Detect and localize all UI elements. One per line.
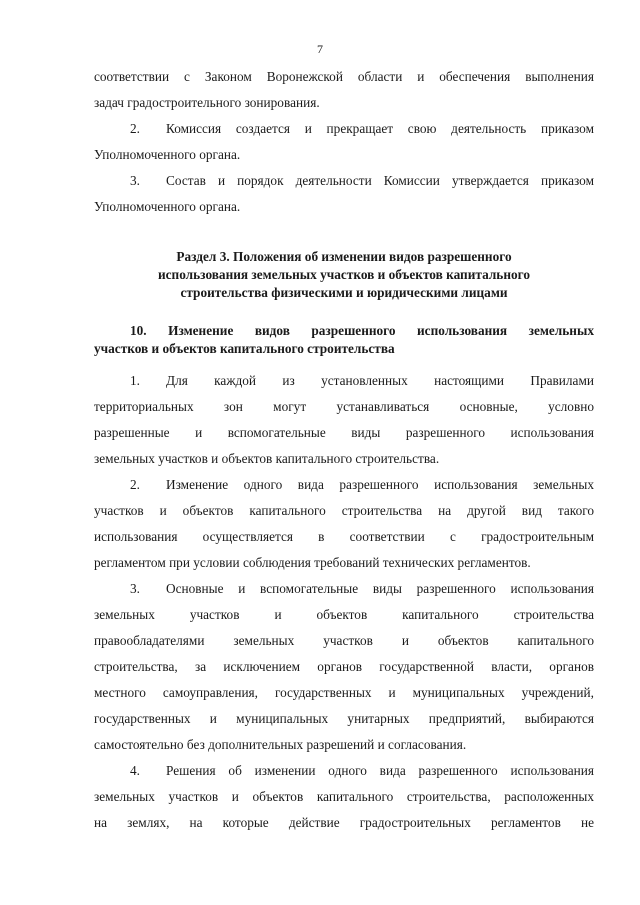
article-heading [94, 322, 594, 358]
heading-line: участков и объектов капитального строительства [94, 341, 395, 356]
paragraph-line: Уполномоченного органа. [94, 199, 241, 214]
paragraph-line: 2. Комиссия создается и прекращает свою деятельность приказом [94, 116, 594, 142]
heading-line: 10. Изменение видов разрешенного использования земельных [130, 323, 594, 338]
paragraph-line: территориальных зон могут устанавливаться основные, условно [94, 399, 594, 414]
paragraph-line: разрешенные и вспомогательные виды разрешенного использования [94, 425, 594, 440]
item-number: 1. [130, 373, 140, 388]
paragraph-line: строительства, за исключением органов государственной власти, органов [94, 659, 594, 674]
item-number: 3. [130, 581, 140, 596]
paragraph-line: земельных участков и объектов капитального строительства, расположенных [94, 789, 594, 804]
item-number: 4. [130, 763, 140, 778]
paragraph-line: местного самоуправления, государственных и муниципальных учреждений, [94, 685, 594, 700]
paragraph-line: государственных и муниципальных унитарных предприятий, выбираются [94, 711, 594, 726]
paragraph-line: 3. Состав и порядок деятельности Комиссии утверждается приказом [94, 168, 594, 194]
item-number: 2. [130, 477, 140, 492]
heading-line: Раздел 3. Положения об изменении видов разрешенного [176, 249, 512, 264]
list-item [94, 168, 594, 220]
paragraph-line: Уполномоченного органа. [94, 147, 241, 162]
paragraph-line: регламентом при условии соблюдения требований технических регламентов. [94, 555, 531, 570]
paragraph-line: правообладателями земельных участков и объектов капитального [94, 633, 594, 648]
paragraph-line: земельных участков и объектов капитального строительства [94, 607, 594, 622]
list-item [94, 758, 594, 836]
paragraph-line: 3. Основные и вспомогательные виды разрешенного использования [94, 576, 594, 602]
paragraph-line: 4. Решения об изменении одного вида разрешенного использования [94, 758, 594, 784]
intro-paragraph [94, 64, 594, 116]
list-item [94, 116, 594, 168]
paragraph-line: соответствии с Законом Воронежской области и обеспечения выполнения [94, 69, 594, 84]
page-number: 7 [317, 42, 323, 56]
paragraph-line: 1. Для каждой из установленных настоящими Правилами [94, 368, 594, 394]
paragraph-line: задач градостроительного зонирования. [94, 95, 320, 110]
paragraph-line: на землях, на которые действие градостроительных регламентов не [94, 815, 594, 830]
paragraph-line: участков и объектов капитального строительства на другой вид такого [94, 503, 594, 518]
paragraph-line: самостоятельно без дополнительных разрешений и согласования. [94, 737, 467, 752]
list-item [94, 368, 594, 472]
item-number: 2. [130, 121, 140, 136]
list-item [94, 576, 594, 758]
paragraph-line: использования осуществляется в соответствии с градостроительным [94, 529, 594, 544]
paragraph-line: земельных участков и объектов капитального строительства. [94, 451, 440, 466]
section-heading [94, 248, 594, 302]
list-item [94, 472, 594, 576]
heading-line: строительства физическими и юридическими лицами [180, 285, 508, 300]
item-number: 3. [130, 173, 140, 188]
heading-line: использования земельных участков и объектов капитального [157, 267, 530, 282]
paragraph-line: 2. Изменение одного вида разрешенного использования земельных [94, 472, 594, 498]
